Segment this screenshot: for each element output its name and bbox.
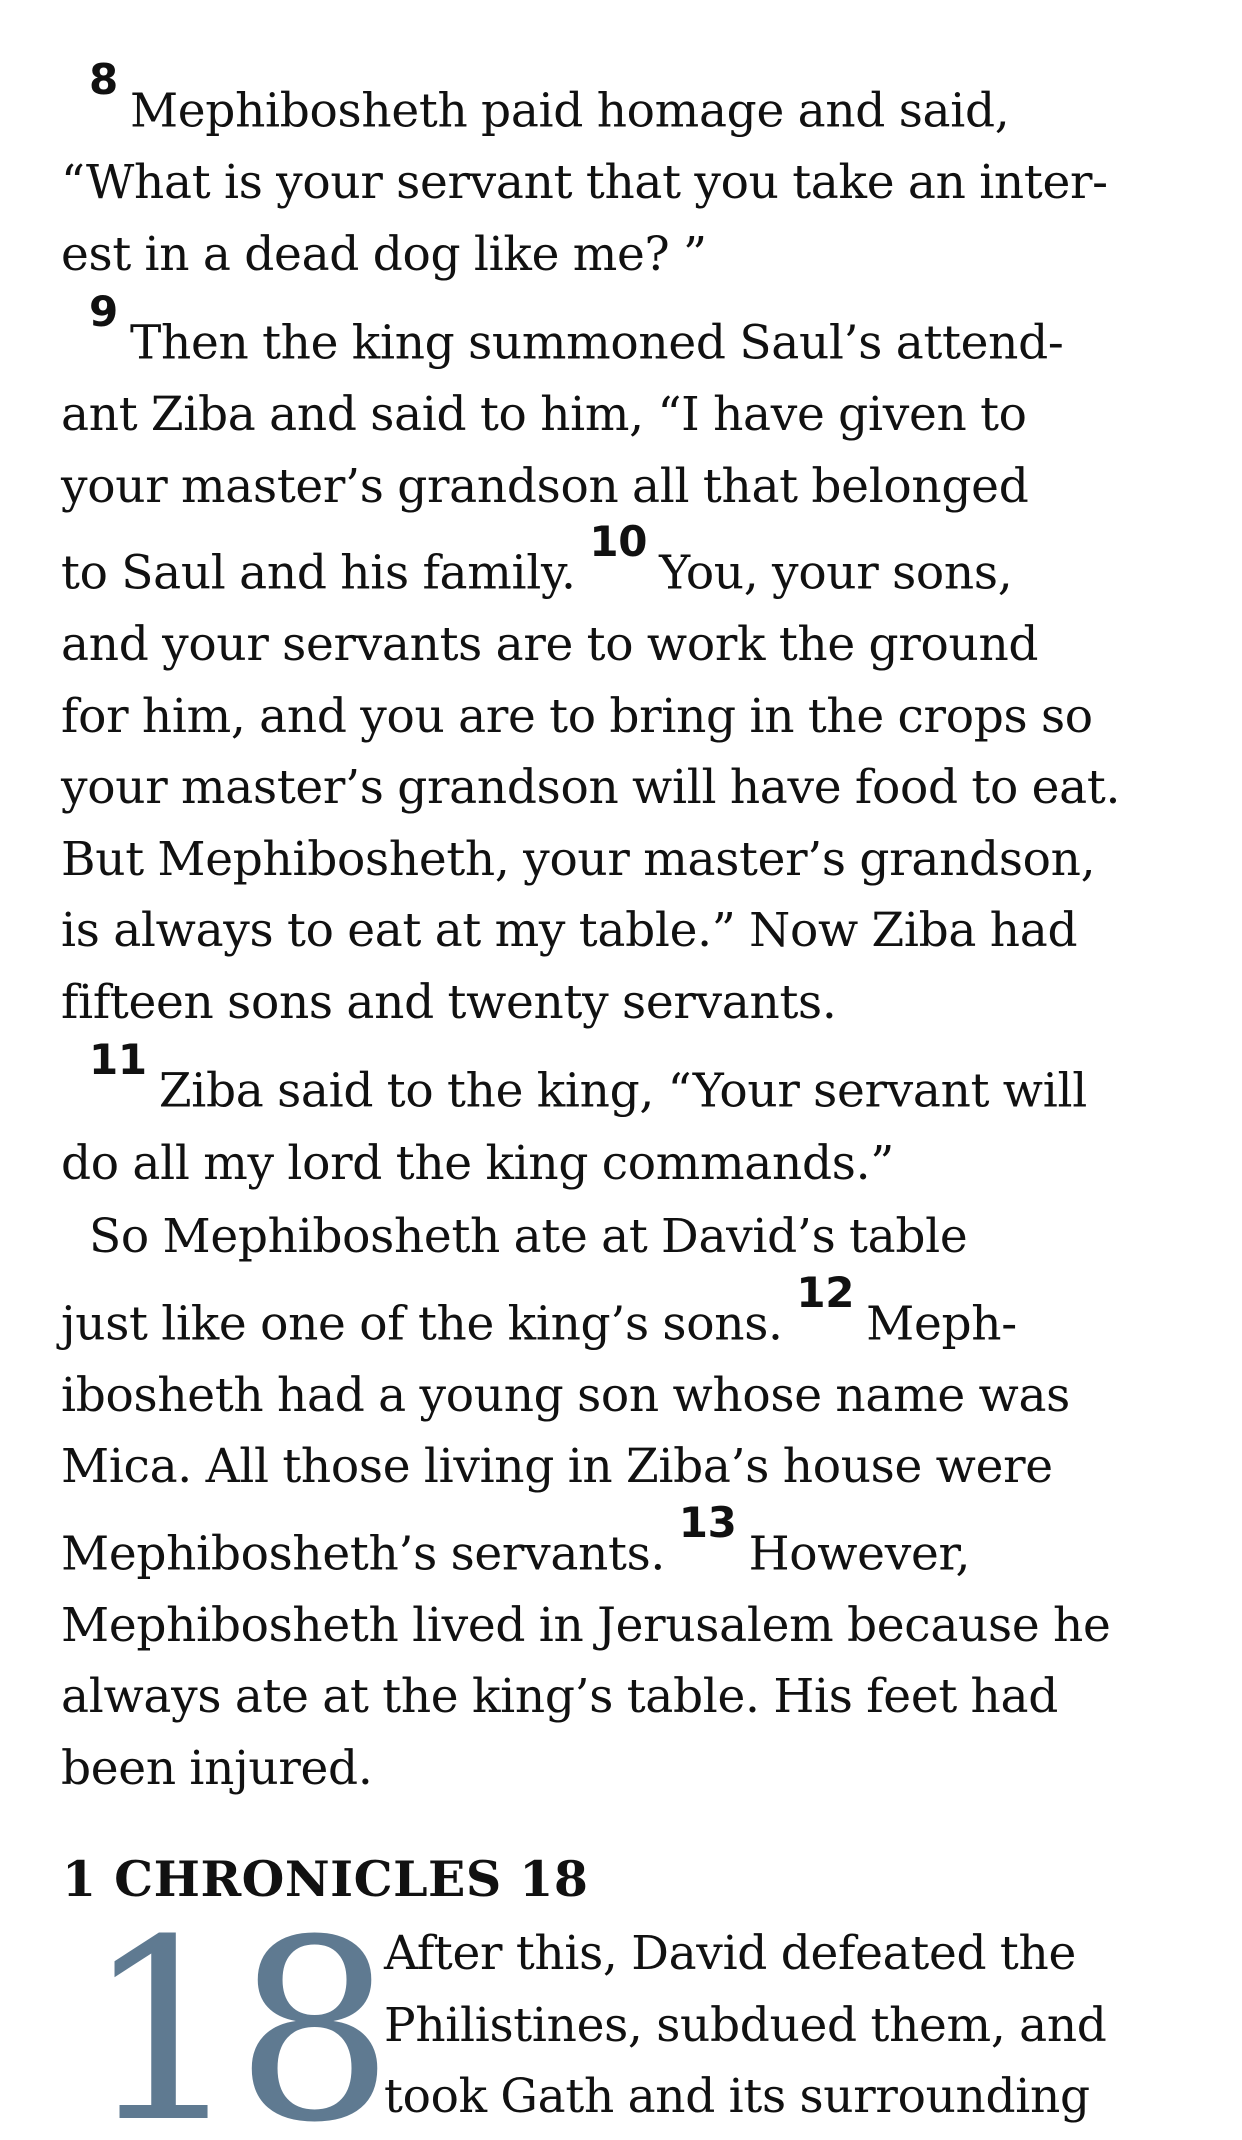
text-line: your master’s grandson all that belonged [61, 458, 1029, 514]
verse-text: Mephibosheth’s servants. [61, 1526, 666, 1582]
text-line: Mephibosheth lived in Jerusalem because he [61, 1597, 1111, 1653]
verse-text: You, your sons, [659, 545, 1013, 601]
text-line [61, 287, 1201, 379]
verse-number[interactable]: 13 [678, 1497, 737, 1547]
paragraph-verse-9 [61, 287, 1201, 1038]
text-line: took Gath and its surrounding [384, 2069, 1090, 2124]
text-line: and your servants are to work the ground [61, 617, 1039, 673]
text-line [33, 1497, 1201, 1590]
chapter-text [384, 1918, 1214, 2133]
text-line: “What is your servant that you take an inter- [61, 155, 1108, 211]
paragraph-verse-8 [61, 55, 1201, 290]
verse-number[interactable]: 9 [89, 287, 118, 337]
verse-text: Mephibosheth paid homage and said, [129, 83, 1010, 139]
chapter-opening [84, 1886, 1214, 2140]
text-line: been injured. [61, 1740, 373, 1796]
text-line: do all my lord the king commands.” [61, 1135, 894, 1191]
chapter-number-drop-cap: 18 [84, 1886, 387, 2140]
verse-text: Ziba said to the king, “Your servant will [158, 1064, 1087, 1120]
paragraph-verse-11 [61, 1035, 1201, 1199]
verse-text: Meph- [866, 1296, 1017, 1352]
text-line: Mica. All those living in Ziba’s house were [61, 1439, 1053, 1495]
text-line: always ate at the king’s table. His feet had [61, 1669, 1059, 1725]
text-line [33, 517, 1201, 609]
verse-number[interactable]: 12 [796, 1267, 855, 1317]
text-line [61, 1035, 1201, 1127]
verse-text: However, [748, 1526, 971, 1582]
text-line: ant Ziba and said to him, “I have given to [61, 387, 1027, 443]
text-line [61, 55, 1201, 147]
text-line [33, 1267, 1201, 1360]
text-line: After this, David defeated the [384, 1926, 1076, 1981]
text-line: But Mephibosheth, your master’s grandson, [61, 831, 1096, 887]
text-line: So Mephibosheth ate at David’s table [89, 1209, 968, 1265]
text-line: Philistines, subdued them, and [384, 1997, 1107, 2053]
section-heading: 1 CHRONICLES 18 [62, 1850, 589, 1908]
text-line: ibosheth had a young son whose name was [61, 1367, 1070, 1423]
paragraph-verse-11b [61, 1201, 1201, 1804]
scripture-passage [61, 55, 1201, 1806]
text-line: est in a dead dog like me? ” [61, 226, 707, 282]
verse-text: to Saul and his family. [61, 545, 576, 601]
text-line: your master’s grandson will have food to eat. [61, 760, 1121, 816]
text-line: fifteen sons and twenty servants. [61, 974, 837, 1030]
text-line: is always to eat at my table.” Now Ziba had [61, 903, 1078, 959]
verse-number[interactable]: 10 [589, 517, 648, 567]
verse-text: just like one of the king’s sons. [61, 1296, 783, 1352]
verse-text: Then the king summoned Saul’s attend- [129, 315, 1064, 371]
verse-number[interactable]: 11 [89, 1035, 147, 1085]
text-line: for him, and you are to bring in the crops so [61, 688, 1093, 744]
verse-number[interactable]: 8 [89, 55, 118, 104]
